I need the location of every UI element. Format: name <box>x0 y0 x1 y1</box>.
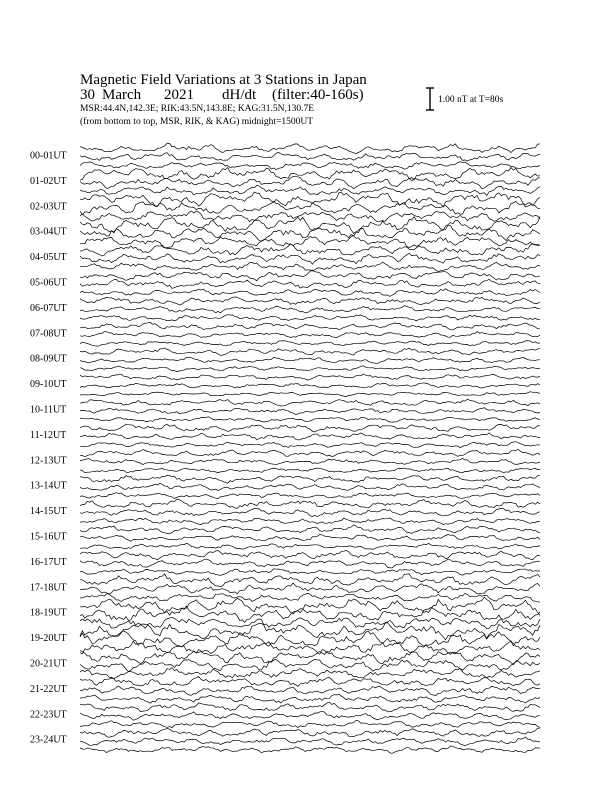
trace-04-05UT-MSR <box>80 262 540 271</box>
hour-label: 09-10UT <box>30 379 67 391</box>
trace-21-22UT-KAG <box>80 677 540 687</box>
trace-19-20UT-KAG <box>80 623 540 640</box>
hour-label: 19-20UT <box>30 633 67 645</box>
trace-06-07UT-KAG <box>80 297 540 305</box>
hour-label: 04-05UT <box>30 252 67 264</box>
trace-01-02UT-RIK <box>80 177 540 189</box>
hour-label: 20-21UT <box>30 658 67 670</box>
trace-14-15UT-MSR <box>80 518 540 525</box>
trace-18-19UT-KAG <box>80 597 540 615</box>
trace-13-14UT-MSR <box>80 493 540 499</box>
trace-06-07UT-MSR <box>80 315 540 321</box>
trace-10-11UT-KAG <box>80 399 540 406</box>
trace-11-12UT-MSR <box>80 442 540 448</box>
stations-line: MSR:44.4N,142.3E; RIK:43.5N,143.8E; KAG:31.5N,130.7E <box>80 104 315 114</box>
trace-23-24UT-RIK <box>80 737 540 746</box>
date-month: March <box>102 87 142 103</box>
trace-21-22UT-MSR <box>80 694 540 703</box>
trace-04-05UT-RIK <box>80 253 540 264</box>
hour-label: 21-22UT <box>30 683 67 695</box>
trace-06-07UT-RIK <box>80 306 540 313</box>
hour-label: 02-03UT <box>30 201 67 213</box>
trace-18-19UT-MSR <box>80 617 540 629</box>
trace-00-01UT-MSR <box>80 162 540 170</box>
trace-09-10UT-KAG <box>80 374 540 380</box>
scale-bar <box>426 88 434 110</box>
trace-11-12UT-KAG <box>80 424 540 432</box>
trace-20-21UT-RIK <box>80 659 540 671</box>
hour-label: 23-24UT <box>30 734 67 746</box>
trace-22-23UT-MSR <box>80 721 540 728</box>
trace-14-15UT-RIK <box>80 508 540 516</box>
trace-16-17UT-MSR <box>80 569 540 576</box>
hour-label: 16-17UT <box>30 556 67 568</box>
trace-00-01UT-RIK <box>80 152 540 161</box>
hour-label: 05-06UT <box>30 277 67 289</box>
trace-05-06UT-KAG <box>80 270 540 281</box>
hour-label: 13-14UT <box>30 480 67 492</box>
trace-15-16UT-RIK <box>80 535 540 542</box>
trace-07-08UT-MSR <box>80 341 540 347</box>
trace-17-18UT-MSR <box>80 593 540 602</box>
chart-title: Magnetic Field Variations at 3 Stations in Japan <box>80 72 367 88</box>
trace-17-18UT-RIK <box>80 583 540 594</box>
hour-label: 12-13UT <box>30 455 67 467</box>
trace-03-04UT-RIK <box>80 225 540 241</box>
trace-22-23UT-KAG <box>80 702 540 712</box>
trace-16-17UT-RIK <box>80 559 540 568</box>
trace-08-09UT-KAG <box>80 348 540 355</box>
trace-21-22UT-RIK <box>80 686 540 695</box>
hour-label: 07-08UT <box>30 328 67 340</box>
trace-09-10UT-RIK <box>80 383 540 388</box>
trace-11-12UT-RIK <box>80 433 540 440</box>
trace-03-04UT-MSR <box>80 236 540 248</box>
trace-23-24UT-MSR <box>80 746 540 753</box>
trace-15-16UT-KAG <box>80 525 540 534</box>
trace-05-06UT-RIK <box>80 279 540 288</box>
trace-13-14UT-KAG <box>80 475 540 483</box>
trace-18-19UT-RIK <box>80 606 540 623</box>
quantity-label: dH/dt <box>222 87 257 103</box>
filter-label: (filter:40-160s) <box>272 87 364 103</box>
trace-19-20UT-RIK <box>80 631 540 647</box>
trace-02-03UT-RIK <box>80 201 540 214</box>
trace-07-08UT-RIK <box>80 332 540 338</box>
trace-15-16UT-MSR <box>80 543 540 549</box>
trace-07-08UT-KAG <box>80 322 540 330</box>
trace-02-03UT-MSR <box>80 211 540 222</box>
hour-label: 00-01UT <box>30 150 67 162</box>
trace-12-13UT-KAG <box>80 449 540 457</box>
trace-12-13UT-RIK <box>80 458 540 464</box>
hour-label: 11-12UT <box>30 429 67 441</box>
trace-10-11UT-MSR <box>80 417 540 422</box>
trace-20-21UT-MSR <box>80 668 540 679</box>
trace-10-11UT-RIK <box>80 408 540 415</box>
trace-13-14UT-RIK <box>80 483 540 490</box>
trace-12-13UT-MSR <box>80 468 540 473</box>
date-year: 2021 <box>164 87 194 103</box>
hour-label: 01-02UT <box>30 175 67 187</box>
scale-bar-label: 1.00 nT at T=80s <box>438 95 504 105</box>
hour-label: 03-04UT <box>30 226 67 238</box>
trace-05-06UT-MSR <box>80 289 540 297</box>
trace-08-09UT-MSR <box>80 366 540 372</box>
trace-23-24UT-KAG <box>80 728 540 737</box>
trace-16-17UT-KAG <box>80 551 540 560</box>
trace-04-05UT-KAG <box>80 244 540 256</box>
date-day: 30 <box>80 87 95 103</box>
hour-label: 22-23UT <box>30 709 67 721</box>
hour-label: 18-19UT <box>30 607 67 619</box>
trace-17-18UT-KAG <box>80 574 540 587</box>
trace-01-02UT-KAG <box>80 168 540 181</box>
trace-09-10UT-MSR <box>80 392 540 397</box>
trace-08-09UT-RIK <box>80 357 540 363</box>
trace-00-01UT-KAG <box>80 143 540 154</box>
hour-label: 08-09UT <box>30 353 67 365</box>
hour-label: 17-18UT <box>30 582 67 594</box>
trace-14-15UT-KAG <box>80 499 540 508</box>
trace-01-02UT-MSR <box>80 185 540 195</box>
hour-label: 15-16UT <box>30 531 67 543</box>
hour-label: 14-15UT <box>30 506 67 518</box>
hour-label: 06-07UT <box>30 302 67 314</box>
trace-03-04UT-KAG <box>80 216 540 233</box>
hour-label: 10-11UT <box>30 404 67 416</box>
trace-22-23UT-RIK <box>80 711 540 720</box>
order-line: (from bottom to top, MSR, RIK, & KAG) midnight=1500UT <box>80 117 314 127</box>
